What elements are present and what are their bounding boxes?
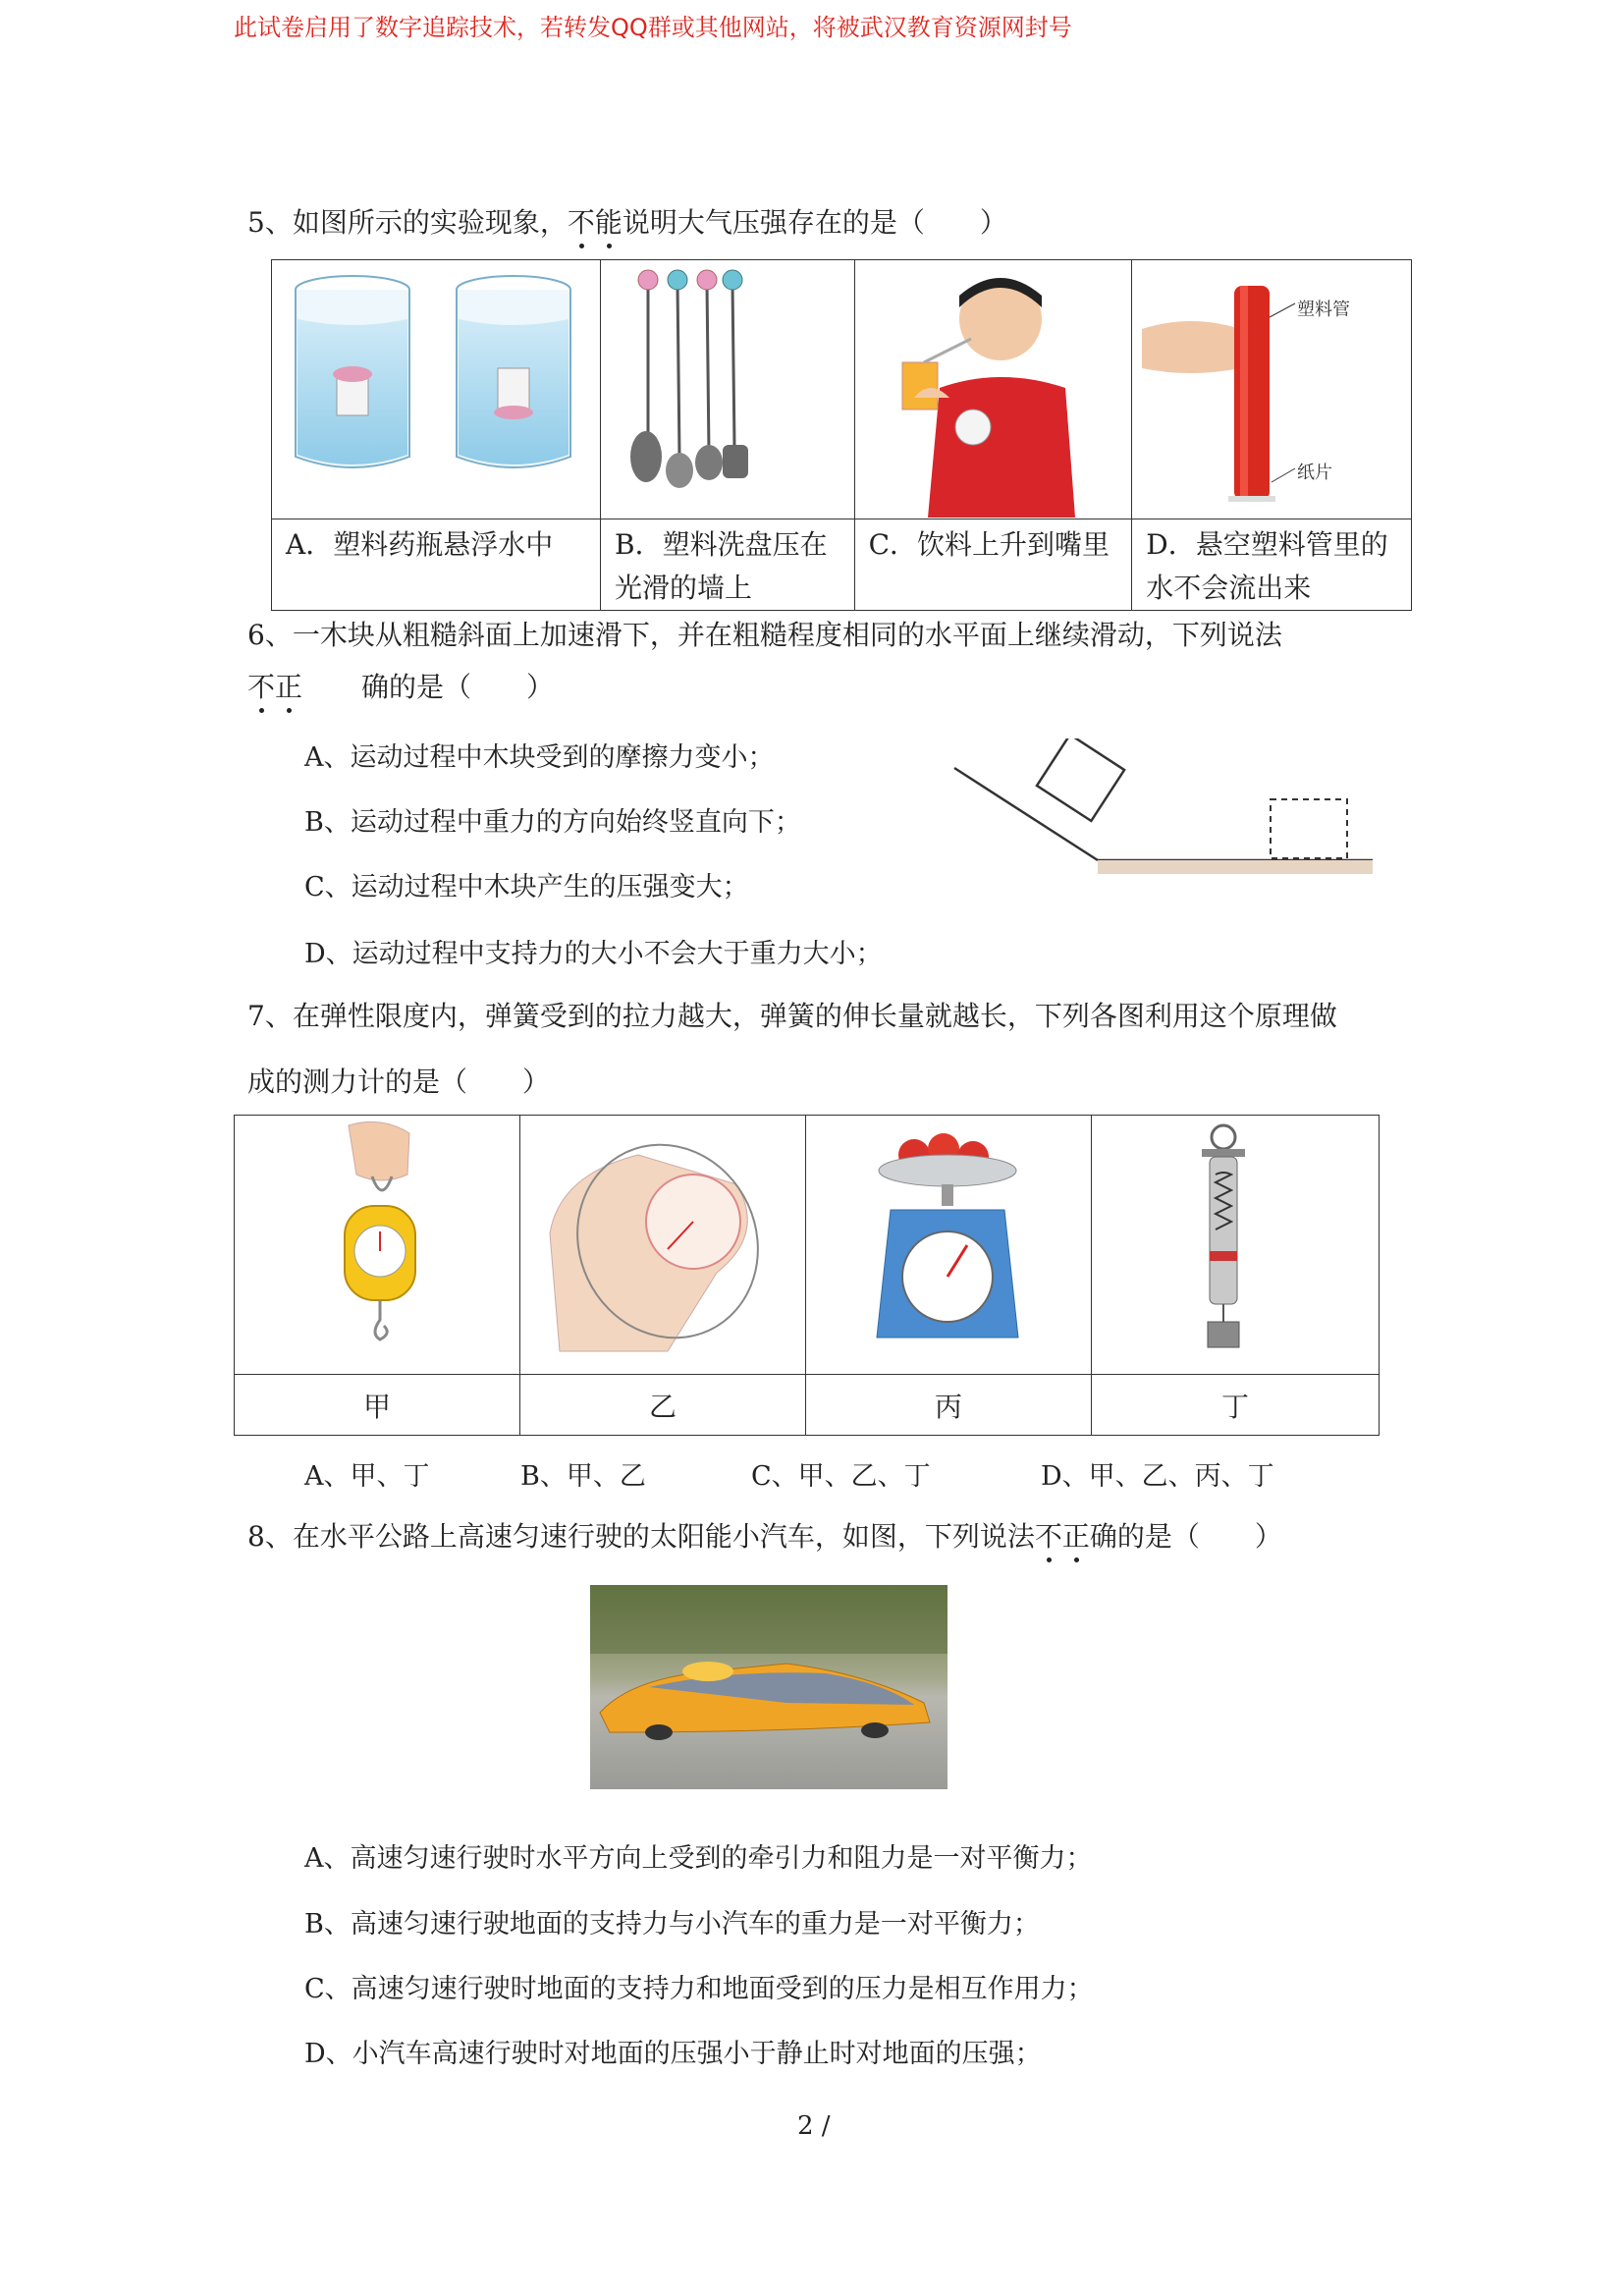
q5-figure-table bbox=[271, 259, 1412, 611]
q5-option-a: A．塑料药瓶悬浮水中 bbox=[272, 519, 601, 611]
q5-option-d: D．悬空塑料管里的 水不会流出来 bbox=[1132, 519, 1412, 611]
q5-figure-d bbox=[1132, 260, 1412, 519]
q5-figure-a bbox=[272, 260, 601, 519]
q8-option-d: D、小汽车高速行驶时对地面的压强小于静止时对地面的压强； bbox=[304, 2039, 1042, 2069]
incline-diagram bbox=[950, 738, 1382, 886]
q5-option-b: B．塑料洗盘压在 光滑的墙上 bbox=[601, 519, 855, 611]
q7-figure-yi bbox=[520, 1116, 806, 1375]
page-number: 2 / bbox=[797, 2111, 831, 2141]
q6-option-c: C、运动过程中木块产生的压强变大； bbox=[304, 872, 749, 902]
paper-label: 纸片 bbox=[1297, 463, 1333, 483]
question-6-line2: 不正 确的是（ ） bbox=[247, 668, 554, 707]
q5-option-c: C．饮料上升到嘴里 bbox=[854, 519, 1132, 611]
q8-option-b: B、高速匀速行驶地面的支持力与小汽车的重力是一对平衡力； bbox=[304, 1909, 1040, 1940]
question-5-stem bbox=[247, 203, 1007, 243]
solar-car-photo bbox=[590, 1585, 947, 1789]
q5-text-b: 说明大气压强存在的是（ ） bbox=[622, 206, 1007, 239]
q7-figure-ding bbox=[1092, 1116, 1380, 1375]
q5-emphasis-1: 不 bbox=[568, 203, 595, 243]
question-8-stem: 8、在水平公路上高速匀速行驶的太阳能小汽车，如图，下列说法不正确的是（ ） bbox=[247, 1517, 1282, 1557]
question-7-line2: 成的测力计的是（ ） bbox=[247, 1066, 551, 1098]
question-7-line1: 7、在弹性限度内，弹簧受到的拉力越大，弹簧的伸长量就越长，下列各图利用这个原理做 bbox=[247, 1000, 1337, 1032]
q7-label-jia: 甲 bbox=[235, 1375, 520, 1436]
q7-figure-jia bbox=[235, 1116, 520, 1375]
q7-figure-bing bbox=[806, 1116, 1092, 1375]
q8-option-c: C、高速匀速行驶时地面的支持力和地面受到的压力是相互作用力； bbox=[304, 1974, 1094, 2004]
q5-emphasis-2: 能 bbox=[595, 203, 623, 243]
q7-label-yi: 乙 bbox=[520, 1375, 806, 1436]
watermark-banner: 此试卷启用了数字追踪技术，若转发QQ群或其他网站，将被武汉教育资源网封号 bbox=[234, 14, 1072, 41]
q5-figure-b bbox=[601, 260, 855, 519]
q7-option-b: B、甲、乙 bbox=[520, 1461, 646, 1492]
q7-option-c: C、甲、乙、丁 bbox=[751, 1461, 931, 1492]
q5-text-a: 5、如图所示的实验现象， bbox=[247, 206, 568, 239]
q7-option-d: D、甲、乙、丙、丁 bbox=[1041, 1461, 1274, 1492]
q7-figure-table bbox=[234, 1115, 1380, 1436]
q6-option-d: D、运动过程中支持力的大小不会大于重力大小； bbox=[304, 939, 883, 969]
q5-figure-c bbox=[854, 260, 1132, 519]
q7-label-ding: 丁 bbox=[1092, 1375, 1380, 1436]
q7-option-a: A、甲、丁 bbox=[304, 1461, 430, 1492]
question-6-line1: 6、一木块从粗糙斜面上加速滑下，并在粗糙程度相同的水平面上继续滑动，下列说法 bbox=[247, 619, 1282, 651]
q8-option-a: A、高速匀速行驶时水平方向上受到的牵引力和阻力是一对平衡力； bbox=[304, 1843, 1093, 1874]
tube-label: 塑料管 bbox=[1297, 300, 1351, 320]
q7-label-bing: 丙 bbox=[806, 1375, 1092, 1436]
q6-option-b: B、运动过程中重力的方向始终竖直向下； bbox=[304, 807, 801, 838]
q6-option-a: A、运动过程中木块受到的摩擦力变小； bbox=[304, 742, 775, 773]
